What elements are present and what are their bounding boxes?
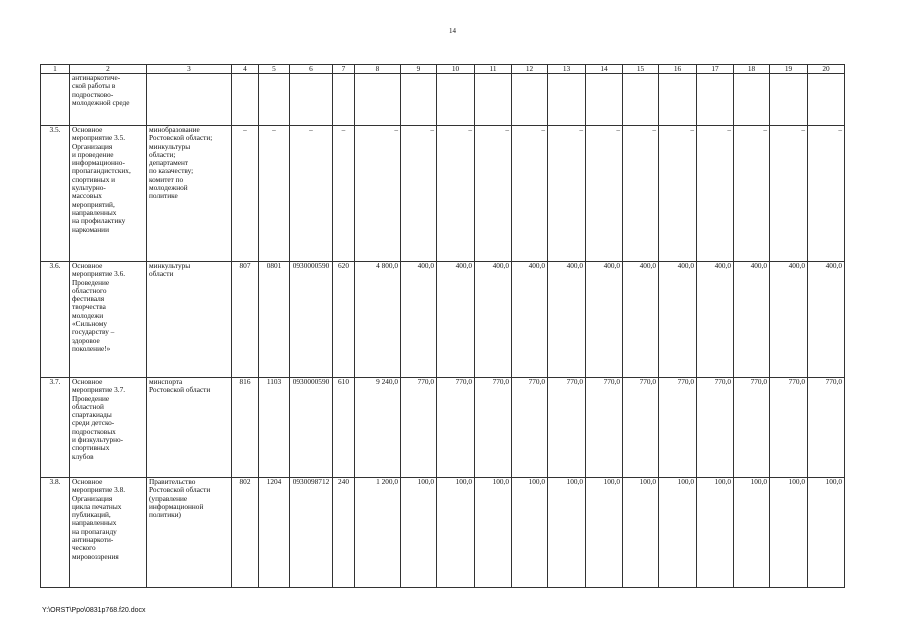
year-amount: 770,0 [734, 378, 770, 478]
year-amount: – [808, 126, 845, 262]
year-amount [770, 74, 808, 126]
year-amount: 400,0 [586, 262, 623, 378]
executor: минобразование Ростовской области; минкультуры области; департамент по казачеству; комитет по молодежной политике [147, 126, 232, 262]
table-row [41, 478, 845, 588]
year-amount: 770,0 [437, 378, 475, 478]
table-row [41, 126, 845, 262]
column-number: 16 [659, 65, 697, 74]
year-amount [401, 74, 437, 126]
column-number: 12 [512, 65, 548, 74]
year-amount: 770,0 [512, 378, 548, 478]
total-amount: 4 800,0 [355, 262, 401, 378]
year-amount: 400,0 [697, 262, 734, 378]
csr-code: 0930000590 [290, 262, 333, 378]
csr-code: 0930000590 [290, 378, 333, 478]
total-amount [355, 74, 401, 126]
year-amount: – [437, 126, 475, 262]
year-amount [586, 74, 623, 126]
column-number: 7 [333, 65, 355, 74]
activity-name: антинаркотиче- ской работы в подростково- молодежной среде [70, 74, 147, 126]
year-amount: – [659, 126, 697, 262]
column-number: 15 [623, 65, 659, 74]
year-amount [623, 74, 659, 126]
year-amount: 770,0 [697, 378, 734, 478]
total-amount: 1 200,0 [355, 478, 401, 588]
vr-code: 240 [333, 478, 355, 588]
year-amount: 400,0 [548, 262, 586, 378]
year-amount: 770,0 [401, 378, 437, 478]
total-amount: 9 240,0 [355, 378, 401, 478]
grbs-code: 816 [232, 378, 259, 478]
year-amount: 770,0 [623, 378, 659, 478]
column-number: 9 [401, 65, 437, 74]
year-amount: 770,0 [808, 378, 845, 478]
year-amount: 400,0 [437, 262, 475, 378]
year-amount: 400,0 [623, 262, 659, 378]
year-amount: 100,0 [548, 478, 586, 588]
grbs-code: 807 [232, 262, 259, 378]
grbs-code: – [232, 126, 259, 262]
year-amount: 770,0 [659, 378, 697, 478]
year-amount: 400,0 [808, 262, 845, 378]
rzpr-code: – [259, 126, 290, 262]
rzpr-code: 1204 [259, 478, 290, 588]
year-amount: – [734, 126, 770, 262]
year-amount: 770,0 [475, 378, 512, 478]
year-amount: – [548, 126, 586, 262]
document-path: Y:\ORST\Ppo\0831p768.f20.docx [42, 607, 146, 614]
table-row [41, 378, 845, 478]
activity-name: Основное мероприятие 3.8. Организация цикла печатных публикаций, направленных на пропаганду антинаркоти- ческого мировоззрения [70, 478, 147, 588]
year-amount [659, 74, 697, 126]
year-amount: – [623, 126, 659, 262]
executor: минспорта Ростовской области [147, 378, 232, 478]
activity-name: Основное мероприятие 3.5. Организация и проведение информационно- пропагандистских, спортивных и культурно- массовых мероприятий, направленных на профилактику наркомании [70, 126, 147, 262]
csr-code: – [290, 126, 333, 262]
year-amount: 100,0 [659, 478, 697, 588]
table-body [41, 65, 845, 588]
activity-name: Основное мероприятие 3.6. Проведение областного фестиваля творчества молодежи «Сильному государству – здоровое поколение!» [70, 262, 147, 378]
vr-code: – [333, 126, 355, 262]
column-number-row [41, 65, 845, 74]
grbs-code [232, 74, 259, 126]
year-amount: 100,0 [475, 478, 512, 588]
year-amount: – [770, 126, 808, 262]
column-number: 6 [290, 65, 333, 74]
vr-code: 620 [333, 262, 355, 378]
vr-code: 610 [333, 378, 355, 478]
column-number: 14 [586, 65, 623, 74]
rzpr-code [259, 74, 290, 126]
year-amount [808, 74, 845, 126]
year-amount: – [586, 126, 623, 262]
year-amount: 100,0 [808, 478, 845, 588]
year-amount: 400,0 [659, 262, 697, 378]
rzpr-code: 1103 [259, 378, 290, 478]
column-number: 2 [70, 65, 147, 74]
column-number: 4 [232, 65, 259, 74]
year-amount [512, 74, 548, 126]
column-number: 10 [437, 65, 475, 74]
table-row [41, 262, 845, 378]
year-amount: 100,0 [770, 478, 808, 588]
column-number: 3 [147, 65, 232, 74]
csr-code: 0930098712 [290, 478, 333, 588]
year-amount: 400,0 [401, 262, 437, 378]
year-amount: – [401, 126, 437, 262]
column-number: 18 [734, 65, 770, 74]
year-amount: 770,0 [586, 378, 623, 478]
column-number: 8 [355, 65, 401, 74]
year-amount [548, 74, 586, 126]
executor [147, 74, 232, 126]
column-number: 1 [41, 65, 70, 74]
table-row [41, 74, 845, 126]
row-number: 3.6. [41, 262, 70, 378]
column-number: 19 [770, 65, 808, 74]
executor: минкультуры области [147, 262, 232, 378]
year-amount [697, 74, 734, 126]
year-amount: 100,0 [623, 478, 659, 588]
year-amount: – [512, 126, 548, 262]
rzpr-code: 0801 [259, 262, 290, 378]
column-number: 13 [548, 65, 586, 74]
column-number: 11 [475, 65, 512, 74]
grbs-code: 802 [232, 478, 259, 588]
executor: Правительство Ростовской области (управление информационной политики) [147, 478, 232, 588]
year-amount: 400,0 [734, 262, 770, 378]
year-amount [734, 74, 770, 126]
column-number: 5 [259, 65, 290, 74]
year-amount: – [697, 126, 734, 262]
column-number: 20 [808, 65, 845, 74]
year-amount: 100,0 [586, 478, 623, 588]
csr-code [290, 74, 333, 126]
year-amount: 770,0 [548, 378, 586, 478]
row-number: 3.7. [41, 378, 70, 478]
year-amount: 770,0 [770, 378, 808, 478]
column-number: 17 [697, 65, 734, 74]
row-number: 3.8. [41, 478, 70, 588]
year-amount: – [475, 126, 512, 262]
total-amount: – [355, 126, 401, 262]
activity-name: Основное мероприятие 3.7. Проведение областной спартакиады среди детско- подростковых и физкультурно- спортивных клубов [70, 378, 147, 478]
page-number: 14 [449, 27, 456, 35]
row-number: 3.5. [41, 126, 70, 262]
row-number [41, 74, 70, 126]
year-amount: 100,0 [437, 478, 475, 588]
year-amount [475, 74, 512, 126]
year-amount: 400,0 [770, 262, 808, 378]
year-amount: 400,0 [512, 262, 548, 378]
year-amount: 100,0 [697, 478, 734, 588]
budget-table [40, 64, 845, 588]
year-amount: 100,0 [734, 478, 770, 588]
year-amount: 400,0 [475, 262, 512, 378]
year-amount: 100,0 [401, 478, 437, 588]
year-amount [437, 74, 475, 126]
vr-code [333, 74, 355, 126]
year-amount: 100,0 [512, 478, 548, 588]
